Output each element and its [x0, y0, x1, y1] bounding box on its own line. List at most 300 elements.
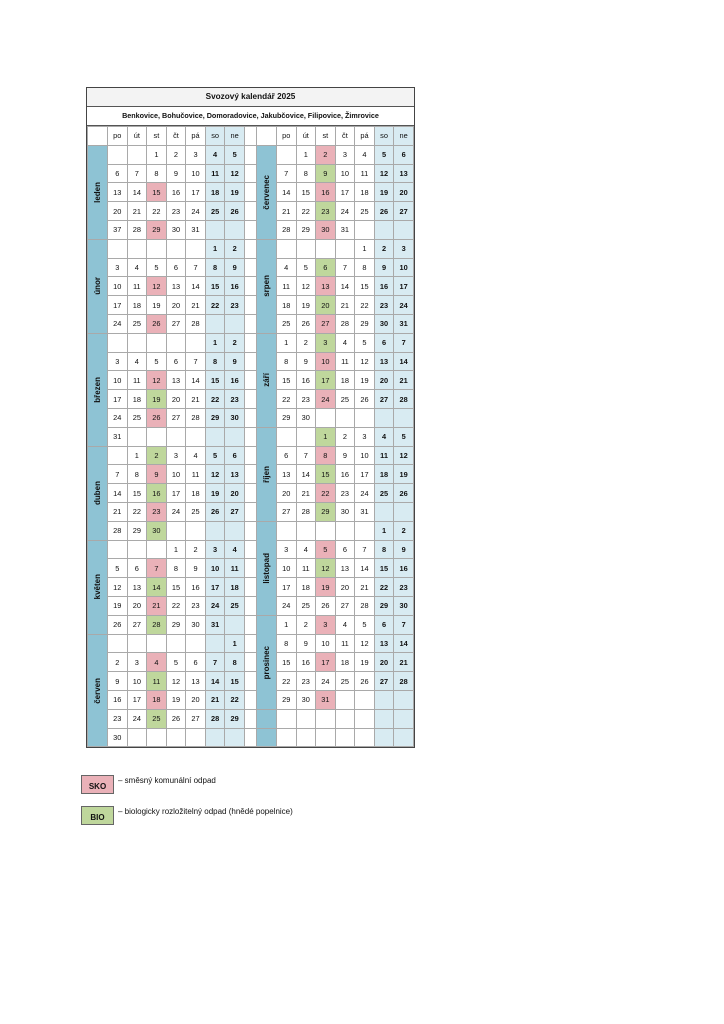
month-name: únor [93, 277, 102, 296]
day-cell-sko: 26 [147, 314, 167, 333]
sko-description: – směsný komunální odpad [118, 776, 216, 785]
day-cell [296, 521, 316, 540]
column-gap [244, 408, 256, 427]
month-name: duben [93, 481, 102, 506]
month-band-filler [256, 709, 276, 728]
day-cell: 23 [108, 709, 128, 728]
month-name: září [261, 373, 271, 388]
day-cell: 19 [355, 653, 375, 672]
column-gap [244, 127, 256, 146]
day-cell [335, 690, 355, 709]
day-cell: 29 [355, 314, 375, 333]
day-cell: 13 [127, 578, 147, 597]
calendar-row [88, 390, 414, 409]
day-cell: 17 [186, 183, 206, 202]
month-band-filler [256, 728, 276, 747]
day-cell: 5 [166, 653, 186, 672]
day-cell: 28 [394, 672, 414, 691]
day-cell: 7 [394, 333, 414, 352]
day-cell: 21 [205, 690, 225, 709]
calendar-row [88, 484, 414, 503]
day-cell-sko: 22 [316, 484, 336, 503]
day-cell: 28 [186, 314, 206, 333]
day-cell [276, 709, 296, 728]
day-cell: 21 [127, 202, 147, 221]
day-cell: 29 [374, 596, 394, 615]
day-cell [127, 333, 147, 352]
day-cell: 12 [205, 465, 225, 484]
column-gap [244, 728, 256, 747]
day-cell: 18 [127, 296, 147, 315]
day-cell: 1 [374, 521, 394, 540]
day-cell: 5 [355, 615, 375, 634]
day-cell: 24 [355, 484, 375, 503]
day-cell-sko: 21 [147, 596, 167, 615]
day-cell: 26 [355, 672, 375, 691]
column-gap [244, 258, 256, 277]
column-gap [244, 202, 256, 221]
day-cell [316, 709, 336, 728]
day-cell: 21 [394, 653, 414, 672]
month-name: říjen [261, 465, 271, 483]
day-cell: 11 [335, 352, 355, 371]
day-cell: 15 [296, 183, 316, 202]
column-gap [244, 521, 256, 540]
month-name: červenec [261, 174, 271, 210]
day-cell [335, 728, 355, 747]
column-gap [244, 183, 256, 202]
day-cell: 1 [166, 540, 186, 559]
day-cell: 7 [205, 653, 225, 672]
day-cell: 10 [108, 277, 128, 296]
day-cell: 19 [166, 690, 186, 709]
column-gap [244, 145, 256, 164]
day-cell: 15 [276, 653, 296, 672]
day-cell: 17 [394, 277, 414, 296]
day-cell-sko: 8 [316, 446, 336, 465]
day-cell: 29 [276, 408, 296, 427]
day-cell: 24 [335, 202, 355, 221]
day-cell [186, 239, 206, 258]
day-cell: 24 [205, 596, 225, 615]
day-cell: 18 [335, 653, 355, 672]
day-cell: 8 [296, 164, 316, 183]
day-cell: 5 [147, 352, 167, 371]
day-header: so [205, 127, 225, 146]
day-cell: 19 [108, 596, 128, 615]
day-cell: 14 [296, 465, 316, 484]
day-cell: 21 [355, 578, 375, 597]
day-cell: 29 [166, 615, 186, 634]
day-cell-sko: 15 [147, 183, 167, 202]
day-cell: 9 [166, 164, 186, 183]
day-cell: 12 [225, 164, 245, 183]
day-cell [166, 728, 186, 747]
day-cell: 5 [394, 427, 414, 446]
day-cell-sko: 13 [316, 277, 336, 296]
day-cell: 1 [276, 615, 296, 634]
day-cell: 23 [335, 484, 355, 503]
day-cell: 22 [205, 296, 225, 315]
column-gap [244, 220, 256, 239]
day-cell: 27 [335, 596, 355, 615]
day-cell: 5 [205, 446, 225, 465]
day-cell: 30 [186, 615, 206, 634]
day-cell-sko: 16 [316, 183, 336, 202]
column-gap [244, 540, 256, 559]
day-cell [355, 408, 375, 427]
day-cell: 2 [108, 653, 128, 672]
day-cell-bio: 3 [316, 333, 336, 352]
month-label [88, 446, 108, 540]
day-cell: 26 [205, 502, 225, 521]
day-cell [225, 220, 245, 239]
day-cell: 13 [374, 634, 394, 653]
day-cell [186, 333, 206, 352]
day-cell: 1 [205, 333, 225, 352]
day-cell: 12 [296, 277, 316, 296]
day-cell: 7 [186, 352, 206, 371]
column-gap [244, 333, 256, 352]
day-cell: 18 [296, 578, 316, 597]
day-cell-bio: 2 [147, 446, 167, 465]
day-cell: 22 [225, 690, 245, 709]
day-cell: 4 [127, 352, 147, 371]
day-cell: 16 [225, 277, 245, 296]
day-cell: 31 [355, 502, 375, 521]
day-cell: 14 [186, 371, 206, 390]
day-cell: 16 [335, 465, 355, 484]
day-cell [147, 540, 167, 559]
column-gap [244, 277, 256, 296]
day-cell: 2 [186, 540, 206, 559]
day-cell-sko: 23 [147, 502, 167, 521]
day-cell: 25 [127, 408, 147, 427]
day-cell: 18 [355, 183, 375, 202]
day-cell: 25 [205, 202, 225, 221]
day-cell: 8 [205, 352, 225, 371]
day-cell-sko: 30 [316, 220, 336, 239]
day-cell: 31 [335, 220, 355, 239]
calendar-row [88, 653, 414, 672]
day-cell: 17 [205, 578, 225, 597]
day-cell: 14 [127, 183, 147, 202]
day-cell: 10 [166, 465, 186, 484]
day-cell: 28 [276, 220, 296, 239]
day-cell [355, 728, 375, 747]
day-cell: 27 [225, 502, 245, 521]
day-cell: 9 [296, 352, 316, 371]
day-cell: 6 [186, 653, 206, 672]
calendar-title: Svozový kalendář 2025 [87, 88, 414, 107]
day-cell: 27 [276, 502, 296, 521]
day-cell: 1 [205, 239, 225, 258]
day-cell: 17 [108, 296, 128, 315]
day-cell-bio: 9 [316, 164, 336, 183]
day-cell: 26 [394, 484, 414, 503]
day-cell [127, 427, 147, 446]
day-cell [374, 728, 394, 747]
day-cell [355, 709, 375, 728]
month-label [88, 145, 108, 239]
day-cell [335, 709, 355, 728]
day-cell-sko: 3 [316, 615, 336, 634]
day-header: po [276, 127, 296, 146]
day-cell: 17 [335, 183, 355, 202]
day-cell: 14 [335, 277, 355, 296]
day-cell: 27 [166, 314, 186, 333]
day-cell [374, 502, 394, 521]
column-gap [244, 653, 256, 672]
day-cell: 4 [335, 615, 355, 634]
day-cell: 21 [186, 296, 206, 315]
day-cell [205, 427, 225, 446]
day-cell [296, 709, 316, 728]
day-cell: 26 [166, 709, 186, 728]
day-cell: 37 [108, 220, 128, 239]
day-cell [166, 634, 186, 653]
day-cell [127, 145, 147, 164]
day-cell: 17 [108, 390, 128, 409]
month-name: srpen [261, 275, 271, 298]
month-label [88, 239, 108, 333]
day-cell-sko: 31 [316, 690, 336, 709]
day-cell: 20 [374, 653, 394, 672]
day-header: pá [186, 127, 206, 146]
day-cell [394, 709, 414, 728]
day-cell: 30 [166, 220, 186, 239]
day-cell [147, 728, 167, 747]
day-cell: 16 [108, 690, 128, 709]
month-label [256, 427, 276, 521]
day-cell [276, 145, 296, 164]
day-cell: 1 [296, 145, 316, 164]
month-name: leden [93, 181, 102, 203]
day-cell: 6 [374, 615, 394, 634]
day-cell [335, 521, 355, 540]
day-cell: 2 [225, 239, 245, 258]
column-gap [244, 465, 256, 484]
day-cell: 21 [335, 296, 355, 315]
day-cell: 10 [316, 634, 336, 653]
day-cell: 14 [394, 352, 414, 371]
day-cell: 7 [394, 615, 414, 634]
day-cell-bio: 29 [316, 502, 336, 521]
day-cell: 13 [394, 164, 414, 183]
day-cell [166, 239, 186, 258]
day-cell: 25 [296, 596, 316, 615]
day-cell: 4 [205, 145, 225, 164]
day-cell: 7 [127, 164, 147, 183]
day-cell [205, 728, 225, 747]
day-cell: 26 [225, 202, 245, 221]
calendar-row [88, 296, 414, 315]
day-cell: 7 [276, 164, 296, 183]
day-cell-sko: 29 [147, 220, 167, 239]
day-cell: 25 [225, 596, 245, 615]
day-cell [276, 427, 296, 446]
day-cell: 8 [276, 352, 296, 371]
day-cell: 6 [394, 145, 414, 164]
day-cell [335, 408, 355, 427]
day-cell-sko: 2 [316, 145, 336, 164]
day-cell: 18 [205, 183, 225, 202]
month-name: červen [93, 677, 102, 704]
day-cell: 28 [186, 408, 206, 427]
day-cell: 9 [335, 446, 355, 465]
day-cell: 16 [374, 277, 394, 296]
day-cell: 31 [205, 615, 225, 634]
month-label [256, 239, 276, 333]
column-gap [244, 559, 256, 578]
day-cell: 3 [127, 653, 147, 672]
day-cell [166, 521, 186, 540]
day-cell: 30 [108, 728, 128, 747]
day-cell: 6 [166, 258, 186, 277]
day-cell: 25 [374, 484, 394, 503]
day-cell [205, 521, 225, 540]
day-header: čt [335, 127, 355, 146]
day-cell: 27 [127, 615, 147, 634]
day-cell: 12 [394, 446, 414, 465]
day-cell: 2 [374, 239, 394, 258]
day-cell-sko: 24 [316, 390, 336, 409]
column-gap [244, 296, 256, 315]
day-cell [225, 427, 245, 446]
day-cell: 15 [166, 578, 186, 597]
header-month-band [88, 127, 108, 146]
calendar-row [88, 333, 414, 352]
day-cell: 21 [186, 390, 206, 409]
column-gap [244, 314, 256, 333]
day-cell: 6 [225, 446, 245, 465]
waste-calendar [86, 87, 415, 748]
day-cell [127, 634, 147, 653]
calendar-row [88, 277, 414, 296]
day-cell-bio: 30 [147, 521, 167, 540]
day-cell: 22 [127, 502, 147, 521]
day-cell: 1 [355, 239, 375, 258]
day-cell: 20 [374, 371, 394, 390]
day-cell: 20 [186, 690, 206, 709]
day-cell-bio: 1 [316, 427, 336, 446]
day-cell: 20 [394, 183, 414, 202]
day-cell [316, 408, 336, 427]
calendar-subtitle: Benkovice, Bohučovice, Domoradovice, Jakubčovice, Filipovice, Žimrovice [87, 107, 414, 126]
day-cell: 10 [394, 258, 414, 277]
day-cell: 17 [355, 465, 375, 484]
day-cell: 15 [276, 371, 296, 390]
day-cell: 9 [186, 559, 206, 578]
calendar-row [88, 690, 414, 709]
day-cell: 3 [276, 540, 296, 559]
day-cell: 12 [108, 578, 128, 597]
day-cell: 13 [225, 465, 245, 484]
day-cell-sko: 7 [147, 559, 167, 578]
day-cell: 25 [355, 202, 375, 221]
day-cell: 10 [127, 672, 147, 691]
day-cell: 24 [316, 672, 336, 691]
day-cell [394, 690, 414, 709]
day-cell: 24 [108, 314, 128, 333]
day-cell-bio: 28 [147, 615, 167, 634]
day-cell: 30 [296, 408, 316, 427]
day-cell: 12 [166, 672, 186, 691]
day-header: ne [394, 127, 414, 146]
day-cell: 5 [296, 258, 316, 277]
day-cell: 26 [355, 390, 375, 409]
day-cell: 31 [108, 427, 128, 446]
day-cell [394, 408, 414, 427]
day-cell: 9 [394, 540, 414, 559]
day-cell: 8 [374, 540, 394, 559]
calendar-row [88, 596, 414, 615]
day-cell: 23 [225, 296, 245, 315]
day-header: st [147, 127, 167, 146]
day-cell: 29 [127, 521, 147, 540]
day-cell: 28 [296, 502, 316, 521]
day-cell: 28 [205, 709, 225, 728]
day-cell-bio: 12 [316, 559, 336, 578]
calendar-row [88, 446, 414, 465]
bio-description: – biologicky rozložitelný odpad (hnědé popelnice) [118, 807, 293, 816]
day-cell: 5 [108, 559, 128, 578]
day-cell: 13 [108, 183, 128, 202]
day-cell: 22 [276, 390, 296, 409]
day-header: čt [166, 127, 186, 146]
day-cell: 17 [276, 578, 296, 597]
day-cell-sko: 12 [147, 277, 167, 296]
day-header-row [88, 127, 414, 146]
column-gap [244, 484, 256, 503]
day-cell: 20 [127, 596, 147, 615]
day-cell: 19 [374, 183, 394, 202]
day-cell: 20 [335, 578, 355, 597]
day-cell: 25 [127, 314, 147, 333]
day-cell [108, 634, 128, 653]
day-cell [394, 728, 414, 747]
day-cell: 4 [374, 427, 394, 446]
day-cell: 2 [225, 333, 245, 352]
day-cell: 7 [108, 465, 128, 484]
day-cell: 18 [335, 371, 355, 390]
column-gap [244, 615, 256, 634]
day-cell: 18 [225, 578, 245, 597]
day-cell-bio: 16 [147, 484, 167, 503]
sko-swatch: SKO [81, 775, 114, 794]
day-cell: 3 [335, 145, 355, 164]
calendar-row [88, 728, 414, 747]
day-cell: 9 [225, 352, 245, 371]
day-cell: 16 [186, 578, 206, 597]
day-cell: 20 [166, 296, 186, 315]
day-cell: 28 [394, 390, 414, 409]
day-cell: 25 [335, 672, 355, 691]
day-cell [108, 333, 128, 352]
day-cell-bio: 25 [147, 709, 167, 728]
day-cell: 13 [166, 371, 186, 390]
month-label [88, 540, 108, 634]
day-cell: 23 [394, 578, 414, 597]
month-name: květen [93, 574, 102, 600]
day-cell: 11 [127, 277, 147, 296]
calendar-row [88, 578, 414, 597]
day-cell: 6 [127, 559, 147, 578]
day-cell: 11 [205, 164, 225, 183]
day-cell-sko: 4 [147, 653, 167, 672]
day-cell: 7 [355, 540, 375, 559]
day-cell: 18 [374, 465, 394, 484]
